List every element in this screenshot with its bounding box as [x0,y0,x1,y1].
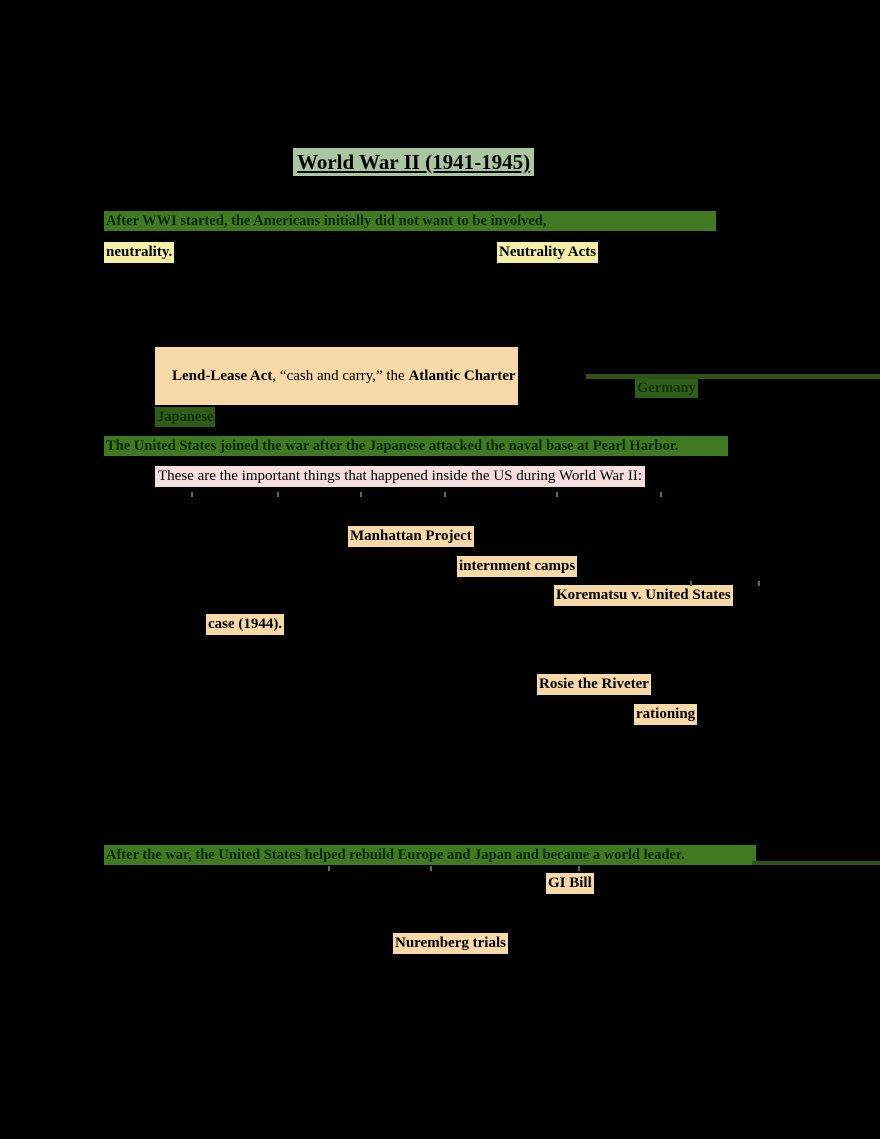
selection-tick [556,492,558,497]
rationing-term: rationing [634,704,697,725]
page-title [293,148,534,176]
neutrality-acts-term: Neutrality Acts [497,242,598,263]
rosie-the-riveter-term: Rosie the Riveter [537,674,651,695]
selection-tick [430,866,432,871]
nuremberg-trials-term: Nuremberg trials [393,933,508,954]
lend-lease-run [155,347,518,405]
selection-tick [277,492,279,497]
korematsu-case-year: case (1944). [206,614,284,635]
selection-tick [444,492,446,497]
postwar-green-line: After the war, the United States helped rebuild Europe and Japan and became a world leader. [104,845,756,865]
selection-tick [360,492,362,497]
selection-tick [578,866,580,871]
cash-and-carry-term: , “cash and carry,” the [272,367,409,384]
dark-rule-right [586,374,880,379]
manhattan-project-term: Manhattan Project [348,526,474,547]
pearl-harbor-green-line: The United States joined the war after the Japanese attacked the naval base at Pearl Harbor. [104,436,728,456]
dark-rule-postwar [752,861,880,865]
atlantic-charter-term: Atlantic Charter [408,367,516,384]
korematsu-term: Korematsu v. United States [554,585,733,606]
selection-tick [191,492,193,497]
japanese-term: Japanese [155,407,215,427]
lend-lease-term: Lend-Lease Act [172,367,273,384]
selection-tick [328,866,330,871]
neutrality-term: neutrality. [104,242,174,263]
gi-bill-term: GI Bill [546,873,594,894]
internment-camps-term: internment camps [457,556,577,577]
selection-tick [690,581,692,586]
home-front-intro-sentence: These are the important things that happened inside the US during World War II: [155,466,645,487]
selection-tick [660,492,662,497]
germany-term: Germany [635,378,698,398]
intro-green-line: After WWI started, the Americans initially did not want to be involved, [104,211,716,231]
selection-tick [758,581,760,586]
title-text: World War II (1941-1945) [297,150,531,174]
